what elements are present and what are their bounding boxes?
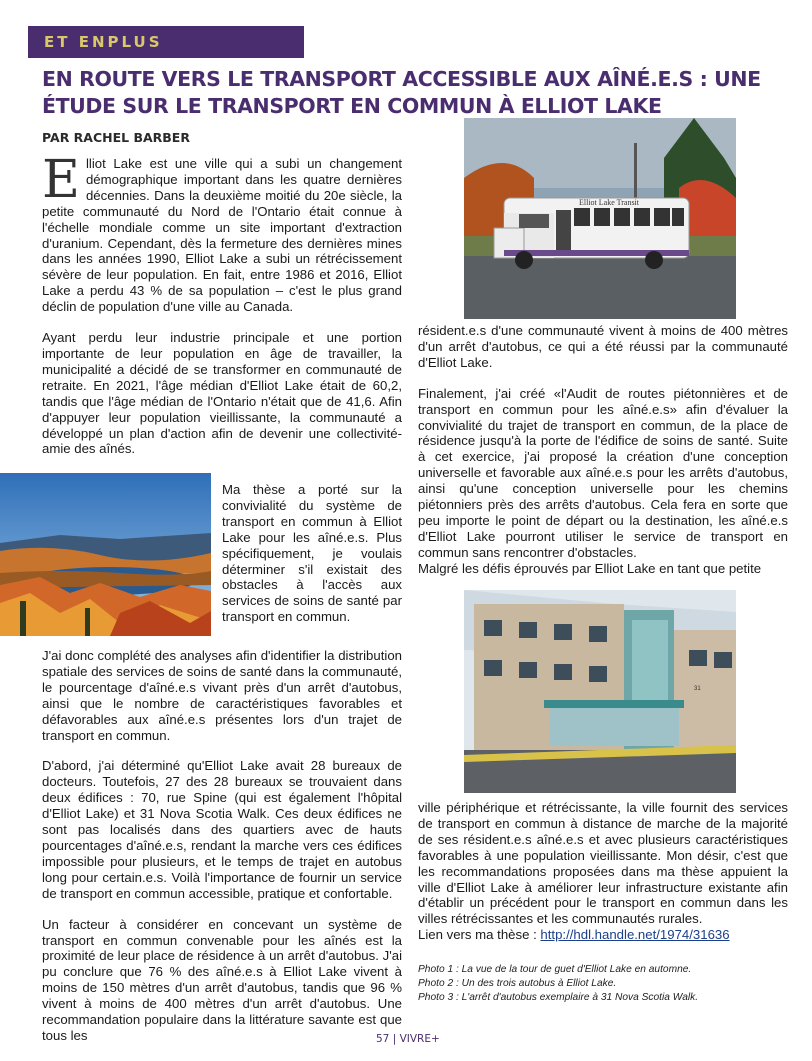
photo-captions	[418, 963, 788, 1005]
paragraph-5: D'abord, j'ai déterminé qu'Elliot Lake avait 28 bureaux de docteurs. Toutefois, 27 des 28 bureaux se trouvaient dans deux édifices : 70, rue Spine (qui est également l'hôpital d'Elliot Lake) et 31 Nova Scotia Walk. Ces deux édifices ne sont pas localisés dans des quartiers avec de hauts pourcentages d'aîné.e.s, rendant la marche vers ces édifices impossible pour plusieurs, et le temps de trajet en autobus long pour certain.e.s. Voilà l'importance de fournir un service de transport en commun accessible, pratique et confortable.	[42, 758, 402, 901]
photo-bus	[464, 118, 736, 319]
right-paragraph-2: Finalement, j'ai créé «l'Audit de routes piétonnières et de transport en commun pour les aîné.e.s» afin d'évaluer la convivialité du trajet de transport en commun, de la place de résidence jusqu'à la porte de l'édifice de soins de santé. Suite à cet exercice, j'ai proposé la création d'une conception universelle et favorable aux aîné.e.s pour les arrêts d'autobus, ainsi qu'une conception universelle pour les chemins piétonniers près des arrêts d'autobus. Cela fera en sorte que peu importe le point de départ ou la destination, les aîné.e.s d'Elliot Lake pourront utiliser le service de transport en commun sans rencontrer d'obstacles.	[418, 385, 788, 560]
right-paragraph-1: résident.e.s d'une communauté vivent à moins de 400 mètres d'un arrêt d'autobus, ce qui a été réussi par la communauté d'Elliot Lake.	[418, 323, 788, 370]
byline: PAR RACHEL BARBER	[42, 130, 190, 145]
thesis-link-line	[418, 927, 788, 943]
right-column-bottom	[418, 800, 788, 943]
photo-building	[464, 590, 736, 793]
right-paragraph-3: Malgré les défis éprouvés par Elliot Lake en tant que petite	[418, 560, 762, 576]
intro-paragraph	[42, 150, 402, 315]
page-footer: 57 | VIVRE+	[376, 1033, 440, 1045]
building-image	[464, 590, 736, 793]
paragraph-3: Ma thèse a porté sur la convivialité du système de transport en commun à Elliot Lake pour les aîné.e.s. Plus spécifiquement, je voulais déterminer s'il existait des obstacles à l'accès aux services de soins de santé par transport en commun.	[222, 482, 402, 625]
dropcap: E	[42, 150, 80, 210]
photo-autumn-lake	[0, 473, 211, 636]
caption-photo-3: Photo 3 : L'arrêt d'autobus exemplaire à 31 Nova Scotia Walk.	[418, 992, 699, 1003]
link-label: Lien vers ma thèse :	[418, 927, 541, 943]
right-column-top	[418, 323, 788, 577]
left-column-top	[42, 150, 402, 457]
right-paragraph-4: ville périphérique et rétrécissante, la ville fournit des services de transport en commun à distance de marche de la majorité de ses résident.e.s aîné.e.s et avec plusieurs caractéristiques favorables à une population vieillissante. Mon désir, c'est que les recommandations proposées dans ma thèse appuient la ville d'Elliot Lake à améliorer leur infrastructure existante afin d'établir un précédent pour le transport en commun dans les villes rétrécissantes et les communautés rurales.	[418, 800, 788, 927]
section-label: ET ENPLUS	[28, 26, 304, 58]
intro-text: lliot Lake est une ville qui a subi un changement démographique important dans les quatre dernières décennies. Dans la deuxième moitié du 20e siècle, la petite communauté du Nord de l'Ontario était connue à l'échelle mondiale comme un site important d'extraction d'uranium. Cependant, dès la fermeture des dernières mines dans les années 1990, Elliot Lake a subi un rétrécissement sévère de leur population. En fait, entre 1986 et 2016, Elliot Lake a perdu 43 % de sa population – c'est le plus grand déclin de population d'une ville au Canada.	[42, 156, 402, 315]
building-number: 31	[694, 686, 701, 692]
caption-photo-2: Photo 2 : Un des trois autobus à Elliot Lake.	[418, 978, 617, 989]
thesis-link[interactable]: http://hdl.handle.net/1974/31636	[540, 927, 730, 943]
caption-photo-1: Photo 1 : La vue de la tour de guet d'Elliot Lake en automne.	[418, 964, 692, 975]
paragraph-6: Un facteur à considérer en concevant un système de transport en commun convenable pour les aînés est la proximité de leur place de résidence à un arrêt d'autobus. J'ai pu conclure que 76 % des aîné.e.s à Elliot Lake vivent à moins de 150 mètres d'un arrêt d'autobus, tandis que 96 % vivent à moins de 400 mètres d'un arrêt d'autobus. Une recommandation populaire dans la littérature savante est que tous les	[42, 916, 402, 1043]
bus-image	[464, 118, 736, 319]
article-title: EN ROUTE VERS LE TRANSPORT ACCESSIBLE AUX AÎNÉ.E.S : UNE ÉTUDE SUR LE TRANSPORT EN COMMUN À ELLIOT LAKE	[42, 67, 761, 118]
paragraph-4: J'ai donc complété des analyses afin d'identifier la distribution spatiale des services de soins de santé dans la communauté, le pourcentage d'aîné.e.s vivant près d'un arrêt d'autobus, ainsi que le nombre de caractéristiques favorables et défavorables aux aîné.e.s présentes lors d'un trajet de transport en commun.	[42, 648, 402, 743]
autumn-lake-image	[0, 473, 211, 636]
paragraph-3-block	[222, 482, 402, 625]
bus-sign-text: Elliot Lake Transit	[579, 198, 639, 207]
paragraph-2: Ayant perdu leur industrie principale et une portion importante de leur population en âge de travailler, la municipalité a décidé de se transformer en communauté de retraite. En 2021, l'âge médian d'Elliot Lake était de 60,2, tandis que l'âge médian de l'Ontario n'était que de 41,6. Afin d'appuyer leur population vieillissante, la communauté a développé un plan d'action afin de devenir une collectivité-amie des aînés.	[42, 330, 402, 457]
left-column-bottom	[42, 648, 402, 1044]
